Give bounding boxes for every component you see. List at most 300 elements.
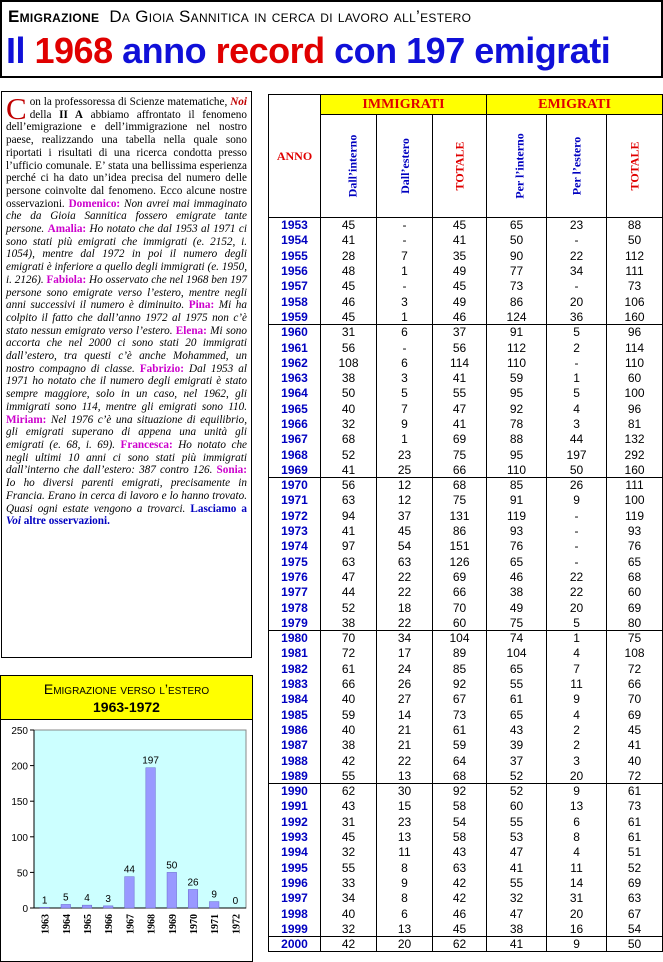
- year-cell: 1979: [269, 615, 321, 630]
- value-cell: 52: [487, 783, 547, 798]
- table-row: [269, 875, 663, 890]
- value-cell: 5: [547, 386, 607, 401]
- value-cell: 33: [321, 875, 377, 890]
- table-row: [269, 263, 663, 278]
- value-cell: 69: [607, 875, 663, 890]
- x-tick-label: 1967: [125, 914, 137, 934]
- value-cell: 92: [487, 401, 547, 416]
- year-cell: 1982: [269, 661, 321, 676]
- value-cell: -: [547, 233, 607, 248]
- value-cell: 56: [433, 340, 487, 355]
- value-cell: 45: [321, 309, 377, 324]
- x-tick-label: 1972: [231, 914, 243, 934]
- value-cell: 12: [377, 493, 433, 508]
- value-cell: 43: [433, 845, 487, 860]
- value-cell: 66: [433, 585, 487, 600]
- value-cell: 70: [433, 600, 487, 615]
- student-note: Ho osservato che nel 1968 ben 197 persone sono emigrate verso l’estero, mentre negli anni successivi il numero è diminuito.: [6, 273, 247, 312]
- value-cell: 88: [487, 432, 547, 447]
- value-cell: -: [377, 233, 433, 248]
- year-cell: 1995: [269, 860, 321, 875]
- value-cell: 8: [377, 891, 433, 906]
- year-cell: 1991: [269, 799, 321, 814]
- value-cell: 74: [487, 631, 547, 646]
- value-cell: 47: [487, 906, 547, 921]
- y-tick-label: 150: [11, 797, 28, 809]
- table-row: [269, 845, 663, 860]
- value-cell: 5: [547, 615, 607, 630]
- x-tick-label: 1966: [104, 914, 116, 934]
- table-row: [269, 600, 663, 615]
- value-cell: 31: [321, 814, 377, 829]
- value-cell: 9: [377, 416, 433, 431]
- value-cell: 81: [607, 416, 663, 431]
- table-row: [269, 692, 663, 707]
- value-cell: 45: [433, 218, 487, 233]
- table-row: [269, 921, 663, 936]
- year-cell: 1974: [269, 539, 321, 554]
- value-cell: 44: [547, 432, 607, 447]
- value-cell: 68: [433, 478, 487, 493]
- table-row: [269, 386, 663, 401]
- value-cell: 9: [547, 493, 607, 508]
- dropcap: C: [6, 91, 27, 126]
- headline-middle: anno: [112, 30, 216, 71]
- y-tick-label: 200: [11, 761, 28, 773]
- article-class: II A: [59, 108, 83, 121]
- col-header: TOTALE: [433, 115, 487, 218]
- value-cell: 67: [433, 692, 487, 707]
- value-cell: 80: [607, 615, 663, 630]
- value-cell: 55: [487, 875, 547, 890]
- value-cell: 22: [547, 248, 607, 263]
- value-cell: 52: [321, 447, 377, 462]
- value-cell: 14: [377, 707, 433, 722]
- value-cell: 3: [547, 753, 607, 768]
- value-cell: 54: [607, 921, 663, 936]
- value-cell: 13: [547, 799, 607, 814]
- value-cell: 110: [487, 462, 547, 477]
- student-name: Amalia:: [47, 223, 87, 236]
- value-cell: 68: [607, 569, 663, 584]
- year-cell: 1978: [269, 600, 321, 615]
- value-cell: 85: [433, 661, 487, 676]
- value-cell: 23: [547, 218, 607, 233]
- bar: [40, 907, 50, 908]
- plot-area: [34, 730, 246, 908]
- table-row: [269, 646, 663, 661]
- student-name: Domenico:: [68, 197, 121, 210]
- immigration-emigration-table: [268, 94, 663, 952]
- col-header: Per l’interno: [487, 115, 547, 218]
- table-row: [269, 248, 663, 263]
- closing-voi: Voi: [6, 515, 21, 528]
- bar: [188, 889, 198, 908]
- data-label: 50: [166, 860, 178, 872]
- year-cell: 1962: [269, 355, 321, 370]
- y-tick-label: 250: [11, 726, 28, 737]
- year-cell: 1972: [269, 508, 321, 523]
- value-cell: 62: [433, 936, 487, 951]
- year-cell: 1989: [269, 768, 321, 783]
- value-cell: 12: [377, 478, 433, 493]
- value-cell: 11: [377, 845, 433, 860]
- value-cell: 28: [321, 248, 377, 263]
- value-cell: 20: [547, 906, 607, 921]
- value-cell: 73: [607, 279, 663, 294]
- value-cell: 47: [321, 569, 377, 584]
- value-cell: -: [377, 340, 433, 355]
- value-cell: -: [547, 523, 607, 538]
- value-cell: 70: [607, 692, 663, 707]
- year-cell: 1973: [269, 523, 321, 538]
- value-cell: 43: [321, 799, 377, 814]
- value-cell: 6: [377, 906, 433, 921]
- table-row: [269, 738, 663, 753]
- value-cell: 92: [433, 676, 487, 691]
- value-cell: 13: [377, 829, 433, 844]
- data-label: 1: [41, 895, 48, 907]
- year-cell: 1996: [269, 875, 321, 890]
- data-label: 3: [105, 893, 111, 905]
- year-cell: 1992: [269, 814, 321, 829]
- headline-year: 1968: [34, 30, 113, 71]
- student-name: Elena:: [175, 324, 207, 337]
- value-cell: 22: [547, 569, 607, 584]
- year-cell: 1955: [269, 248, 321, 263]
- year-cell: 2000: [269, 936, 321, 951]
- table-row: [269, 447, 663, 462]
- year-cell: 1994: [269, 845, 321, 860]
- student-note: Dal 1953 al 1971 ho notato che il numero degli emigrati è stato sempre maggiore, solo in un caso, nel 1962, gli immigrati sono 114, mentre gli emigrati sono 110.: [6, 362, 247, 413]
- value-cell: 50: [321, 386, 377, 401]
- year-cell: 1985: [269, 707, 321, 722]
- value-cell: 40: [321, 401, 377, 416]
- data-table-container: [268, 94, 663, 962]
- value-cell: 132: [607, 432, 663, 447]
- value-cell: 75: [487, 615, 547, 630]
- value-cell: 4: [547, 646, 607, 661]
- value-cell: 66: [321, 676, 377, 691]
- value-cell: 56: [321, 340, 377, 355]
- student-note: Ho notato che dal 1953 al 1971 ci sono stati più emigrati che immigrati (e. 2152, i. 1054), mentre dal 1972 in poi il numero degli emigrati è inferiore a quello degli immigrati (e. 1950, i. 2126).: [6, 223, 247, 286]
- value-cell: 60: [433, 615, 487, 630]
- value-cell: 7: [377, 248, 433, 263]
- year-cell: 1997: [269, 891, 321, 906]
- year-cell: 1983: [269, 676, 321, 691]
- year-cell: 1965: [269, 401, 321, 416]
- value-cell: 55: [433, 386, 487, 401]
- value-cell: 5: [547, 325, 607, 340]
- value-cell: 94: [321, 508, 377, 523]
- value-cell: 60: [487, 799, 547, 814]
- value-cell: 1: [377, 263, 433, 278]
- value-cell: 46: [433, 906, 487, 921]
- value-cell: -: [547, 279, 607, 294]
- student-note: Non avrei mai immaginato che da Gioia Sannitica fossero emigrate tante persone.: [6, 197, 247, 236]
- value-cell: 45: [321, 218, 377, 233]
- value-cell: 110: [487, 355, 547, 370]
- table-row: [269, 508, 663, 523]
- year-cell: 1958: [269, 294, 321, 309]
- table-row: [269, 860, 663, 875]
- value-cell: 77: [487, 263, 547, 278]
- year-cell: 1968: [269, 447, 321, 462]
- value-cell: 52: [607, 860, 663, 875]
- value-cell: 65: [487, 554, 547, 569]
- value-cell: 41: [433, 233, 487, 248]
- value-cell: 4: [547, 845, 607, 860]
- value-cell: 26: [377, 676, 433, 691]
- closing-text: altre osservazioni.: [20, 515, 110, 528]
- value-cell: 160: [607, 309, 663, 324]
- year-cell: 1971: [269, 493, 321, 508]
- value-cell: 61: [607, 783, 663, 798]
- value-cell: 85: [487, 478, 547, 493]
- data-label: 26: [187, 877, 199, 889]
- table-row: [269, 401, 663, 416]
- bar: [61, 904, 71, 908]
- student-name: Pina:: [188, 299, 215, 312]
- value-cell: 61: [607, 829, 663, 844]
- value-cell: 34: [321, 891, 377, 906]
- value-cell: 72: [607, 661, 663, 676]
- emigration-chart: [0, 675, 253, 962]
- value-cell: 42: [321, 936, 377, 951]
- student-note: Io ho diversi parenti emigrati, precisamente in Francia. Erano in cerca di lavoro e lo hanno trovato. Quasi ogni estate vengono a trovarci.: [6, 477, 247, 515]
- value-cell: 9: [547, 936, 607, 951]
- year-cell: 1975: [269, 554, 321, 569]
- value-cell: 31: [321, 325, 377, 340]
- value-cell: 46: [433, 309, 487, 324]
- value-cell: 21: [377, 738, 433, 753]
- value-cell: 73: [433, 707, 487, 722]
- value-cell: 60: [607, 370, 663, 385]
- value-cell: 54: [377, 539, 433, 554]
- value-cell: 24: [377, 661, 433, 676]
- value-cell: -: [547, 554, 607, 569]
- data-label: 197: [142, 755, 159, 767]
- data-label: 0: [232, 896, 239, 907]
- value-cell: 40: [321, 692, 377, 707]
- value-cell: 47: [433, 401, 487, 416]
- value-cell: 61: [321, 661, 377, 676]
- value-cell: 30: [377, 783, 433, 798]
- value-cell: 9: [547, 692, 607, 707]
- value-cell: 131: [433, 508, 487, 523]
- value-cell: 48: [321, 263, 377, 278]
- value-cell: 86: [487, 294, 547, 309]
- value-cell: 1: [547, 370, 607, 385]
- year-cell: 1956: [269, 263, 321, 278]
- y-tick-label: 0: [22, 904, 28, 915]
- value-cell: 39: [487, 738, 547, 753]
- col-header: Dall’interno: [321, 115, 377, 218]
- value-cell: 41: [433, 416, 487, 431]
- table-row: [269, 585, 663, 600]
- year-cell: 1988: [269, 753, 321, 768]
- value-cell: 23: [377, 447, 433, 462]
- value-cell: 40: [607, 753, 663, 768]
- value-cell: 73: [487, 279, 547, 294]
- chart-subtitle: 1963-1972: [93, 699, 160, 715]
- value-cell: 78: [487, 416, 547, 431]
- value-cell: 97: [321, 539, 377, 554]
- value-cell: 72: [321, 646, 377, 661]
- value-cell: 45: [433, 279, 487, 294]
- value-cell: 8: [547, 829, 607, 844]
- bar: [82, 905, 92, 908]
- value-cell: 27: [377, 692, 433, 707]
- value-cell: 69: [433, 432, 487, 447]
- table-row: [269, 676, 663, 691]
- value-cell: 68: [321, 432, 377, 447]
- table-row: [269, 279, 663, 294]
- value-cell: 112: [487, 340, 547, 355]
- value-cell: 3: [547, 416, 607, 431]
- value-cell: 16: [547, 921, 607, 936]
- value-cell: 50: [547, 462, 607, 477]
- value-cell: 66: [607, 676, 663, 691]
- value-cell: 63: [377, 554, 433, 569]
- immigrati-header: IMMIGRATI: [321, 95, 487, 115]
- year-cell: 1990: [269, 783, 321, 798]
- value-cell: 5: [377, 386, 433, 401]
- value-cell: 4: [547, 401, 607, 416]
- table-row: [269, 432, 663, 447]
- value-cell: 75: [433, 493, 487, 508]
- table-row: [269, 523, 663, 538]
- value-cell: 72: [607, 768, 663, 783]
- student-name: Sonia:: [216, 464, 247, 477]
- value-cell: 51: [607, 845, 663, 860]
- chart-title: Emigrazione verso l’estero: [43, 681, 210, 697]
- table-row: [269, 340, 663, 355]
- value-cell: 41: [487, 860, 547, 875]
- value-cell: 38: [321, 370, 377, 385]
- value-cell: 46: [321, 294, 377, 309]
- bar: [146, 768, 156, 908]
- value-cell: 111: [607, 478, 663, 493]
- headline-end: con 197 emigrati: [324, 30, 611, 71]
- value-cell: 36: [547, 309, 607, 324]
- value-cell: 86: [433, 523, 487, 538]
- article-p1: on la professoressa di Scienze matematiche,: [29, 96, 231, 108]
- table-row: [269, 753, 663, 768]
- year-cell: 1998: [269, 906, 321, 921]
- value-cell: 67: [607, 906, 663, 921]
- year-cell: 1953: [269, 218, 321, 233]
- value-cell: 89: [433, 646, 487, 661]
- value-cell: 2: [547, 340, 607, 355]
- value-cell: 62: [321, 783, 377, 798]
- student-note: Mi ha colpito il fatto che dall’anno 1972 al 1975 non c’è stato nessun emigrato verso l’estero.: [6, 299, 247, 337]
- col-header: Per l’estero: [547, 115, 607, 218]
- student-note: Mi sono accorta che nel 2000 ci sono stati 20 immigrati dall’estero, tra questi c’è anche Mohammed, un nostro compagno di classe.: [6, 324, 247, 375]
- value-cell: 93: [607, 523, 663, 538]
- value-cell: 22: [377, 585, 433, 600]
- table-row: [269, 722, 663, 737]
- value-cell: 8: [377, 860, 433, 875]
- headline-part1: Il: [6, 30, 35, 71]
- value-cell: 15: [377, 799, 433, 814]
- value-cell: 104: [433, 631, 487, 646]
- bar: [103, 906, 113, 908]
- value-cell: 54: [433, 814, 487, 829]
- value-cell: 4: [547, 707, 607, 722]
- col-header: Dall’estero: [377, 115, 433, 218]
- value-cell: 90: [487, 248, 547, 263]
- year-cell: 1961: [269, 340, 321, 355]
- table-row: [269, 218, 663, 233]
- headline: [6, 30, 610, 72]
- value-cell: 61: [433, 722, 487, 737]
- value-cell: 108: [607, 646, 663, 661]
- value-cell: 20: [547, 768, 607, 783]
- year-cell: 1984: [269, 692, 321, 707]
- value-cell: 76: [607, 539, 663, 554]
- value-cell: 73: [607, 799, 663, 814]
- value-cell: 96: [607, 325, 663, 340]
- value-cell: 31: [547, 891, 607, 906]
- kicker-rest: Da Gioia Sannitica in cerca di lavoro all’estero: [109, 7, 472, 26]
- value-cell: 41: [487, 936, 547, 951]
- table-row: [269, 799, 663, 814]
- value-cell: 197: [547, 447, 607, 462]
- value-cell: 20: [547, 600, 607, 615]
- x-tick-label: 1971: [210, 914, 222, 934]
- data-label: 4: [84, 893, 90, 905]
- value-cell: 38: [321, 738, 377, 753]
- table-row: [269, 891, 663, 906]
- value-cell: 32: [321, 416, 377, 431]
- value-cell: 3: [377, 370, 433, 385]
- value-cell: 55: [487, 814, 547, 829]
- value-cell: 34: [547, 263, 607, 278]
- value-cell: 119: [607, 508, 663, 523]
- value-cell: 9: [547, 783, 607, 798]
- year-cell: 1970: [269, 478, 321, 493]
- value-cell: 45: [377, 523, 433, 538]
- value-cell: 75: [607, 631, 663, 646]
- year-cell: 1960: [269, 325, 321, 340]
- value-cell: 124: [487, 309, 547, 324]
- value-cell: 65: [487, 707, 547, 722]
- value-cell: 106: [607, 294, 663, 309]
- value-cell: -: [377, 218, 433, 233]
- page-header: [0, 0, 663, 78]
- value-cell: 126: [433, 554, 487, 569]
- year-cell: 1969: [269, 462, 321, 477]
- value-cell: 66: [433, 462, 487, 477]
- table-row: [269, 814, 663, 829]
- chart-header: [1, 676, 252, 720]
- article-text: [1, 91, 252, 658]
- value-cell: 112: [607, 248, 663, 263]
- student-note: Ho notato che negli ultimi 10 anni ci sono stati più immigrati dall’interno che dall’estero: 387 contro 126.: [6, 438, 247, 477]
- table-row: [269, 370, 663, 385]
- value-cell: 38: [487, 585, 547, 600]
- year-cell: 1977: [269, 585, 321, 600]
- value-cell: 49: [433, 294, 487, 309]
- year-cell: 1976: [269, 569, 321, 584]
- emigrati-header: EMIGRATI: [487, 95, 663, 115]
- anno-header: ANNO: [269, 95, 321, 218]
- article-p3: abbiamo affrontato il fenomeno dell’emigrazione e dell’immigrazione nel nostro paese, realizzando una tabella nella quale sono riportati i risultati di una ricerca condotta presso l’ufficio comunale. E’ stata una bellissima esperienza perché ci ha dato un’idea precisa del numero delle persone coinvolte dal fenomeno. Ecco alcune nostre osservazioni.: [6, 108, 247, 210]
- value-cell: 2: [547, 722, 607, 737]
- year-cell: 1963: [269, 370, 321, 385]
- table-row: [269, 661, 663, 676]
